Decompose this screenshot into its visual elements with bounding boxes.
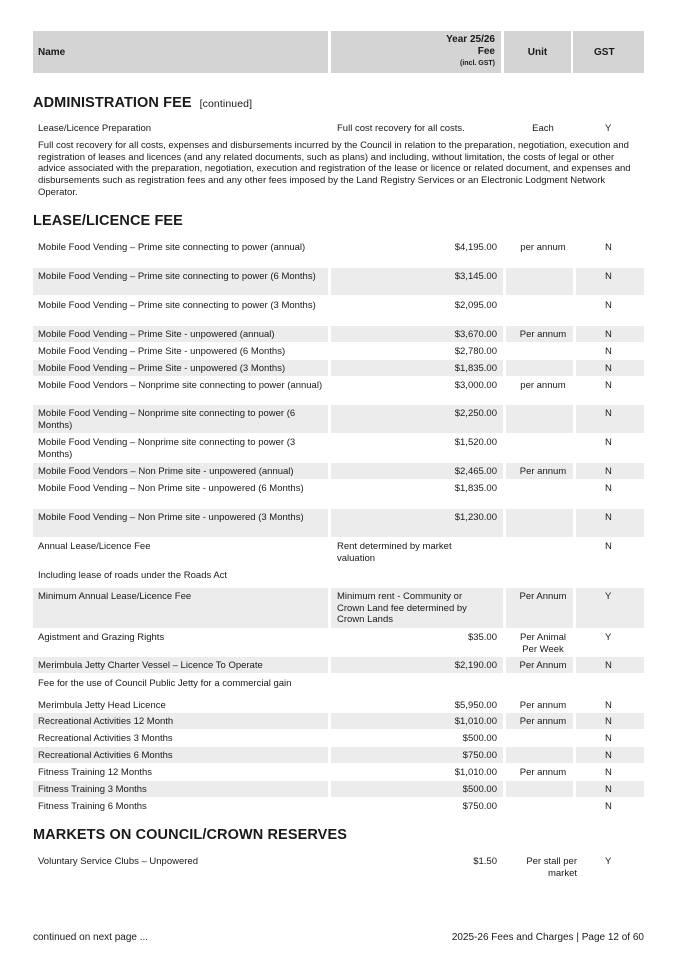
row-gst: N	[605, 437, 612, 448]
table-row	[33, 480, 644, 507]
header-fee-year: Year 25/26	[446, 34, 495, 45]
row-fee: $500.00	[462, 784, 497, 795]
row-name: Mobile Food Vending – Prime Site - unpowered (6 Months)	[38, 346, 286, 357]
row-name: Mobile Food Vending – Non Prime site - unpowered (6 Months)	[38, 483, 304, 494]
row-gst: Y	[605, 632, 612, 643]
table-row	[33, 747, 644, 763]
row-fee: $4,195.00	[454, 242, 497, 253]
row-gst: N	[605, 784, 612, 795]
row-unit: Per annum	[519, 767, 567, 778]
row-name: Merimbula Jetty Head Licence	[38, 700, 166, 711]
row-fee: $750.00	[462, 801, 497, 812]
row-gst: N	[605, 346, 612, 357]
row-name: Agistment and Grazing Rights	[38, 632, 165, 643]
row-note: Including lease of roads under the Roads Act	[38, 570, 228, 581]
row-gst: N	[605, 408, 612, 419]
row-name: Mobile Food Vending – Non Prime site - unpowered (3 Months)	[38, 512, 304, 523]
row-unit: Per annum	[519, 716, 567, 727]
row-gst: N	[605, 733, 612, 744]
row-gst: N	[605, 329, 612, 340]
row-note: Fee for the use of Council Public Jetty for a commercial gain	[38, 678, 292, 689]
row-gst: Y	[605, 591, 612, 602]
row-fee: $2,190.00	[454, 660, 497, 671]
table-row	[33, 697, 644, 713]
table-row	[33, 853, 644, 881]
row-name: Recreational Activities 6 Months	[38, 750, 173, 761]
row-fee: $5,950.00	[454, 700, 497, 711]
table-row	[33, 463, 644, 479]
row-gst: N	[605, 512, 612, 523]
section-title-lease-licence: LEASE/LICENCE FEE	[33, 213, 183, 229]
row-fee: $3,145.00	[454, 271, 497, 282]
table-row-note	[33, 567, 644, 583]
row-name: Voluntary Service Clubs – Unpowered	[38, 856, 199, 867]
table-row	[33, 405, 644, 433]
footer-page-info: 2025-26 Fees and Charges | Page 12 of 60	[451, 932, 644, 943]
row-fee: Rent determined by market valuation	[337, 541, 452, 564]
table-row	[33, 657, 644, 673]
row-name: Fitness Training 12 Months	[38, 767, 153, 778]
row-name: Mobile Food Vending – Nonprime site connecting to power (6 Months)	[38, 408, 296, 431]
table-row	[33, 588, 644, 628]
header-fee-gst-note: (incl. GST)	[460, 60, 495, 67]
table-row	[33, 326, 644, 342]
row-fee: $1.50	[473, 856, 497, 867]
table-row	[33, 781, 644, 797]
row-gst: N	[605, 767, 612, 778]
row-unit: Per annum	[519, 329, 567, 340]
row-gst: N	[605, 801, 612, 812]
section-title-text: ADMINISTRATION FEE	[33, 95, 192, 111]
table-row	[33, 120, 644, 136]
table-header	[33, 31, 644, 73]
row-gst: N	[605, 271, 612, 282]
row-gst: N	[605, 660, 612, 671]
row-name: Recreational Activities 3 Months	[38, 733, 173, 744]
row-name: Merimbula Jetty Charter Vessel – Licence To Operate	[38, 660, 263, 671]
table-row	[33, 730, 644, 746]
row-name: Fitness Training 3 Months	[38, 784, 147, 795]
table-row	[33, 239, 644, 266]
row-gst: N	[605, 242, 612, 253]
row-unit: Each	[532, 123, 554, 134]
row-gst: N	[605, 363, 612, 374]
header-unit: Unit	[504, 31, 571, 73]
row-unit: Per annum	[519, 700, 567, 711]
row-fee: $3,670.00	[454, 329, 497, 340]
row-gst: N	[605, 750, 612, 761]
row-fee: Full cost recovery for all costs.	[337, 123, 465, 134]
row-fee: $1,835.00	[454, 363, 497, 374]
row-name: Recreational Activities 12 Month	[38, 716, 174, 727]
row-unit: Per stall per market	[526, 856, 577, 879]
table-row	[33, 360, 644, 376]
header-name: Name	[33, 31, 328, 73]
row-unit: per annum	[520, 242, 566, 253]
header-fee	[331, 31, 501, 73]
row-fee: Minimum rent - Community or Crown Land fee determined by Crown Lands	[337, 591, 467, 625]
row-name: Annual Lease/Licence Fee	[38, 541, 151, 552]
row-name: Mobile Food Vendors – Non Prime site - unpowered (annual)	[38, 466, 294, 477]
row-name: Mobile Food Vending – Prime site connecting to power (3 Months)	[38, 300, 316, 311]
row-name: Mobile Food Vending – Prime site connecting to power (6 Months)	[38, 271, 316, 282]
row-unit: Per Annum	[519, 591, 567, 602]
table-row	[33, 764, 644, 780]
section-title-markets: MARKETS ON COUNCIL/CROWN RESERVES	[33, 827, 347, 843]
admin-description: Full cost recovery for all costs, expenses and disbursements incurred by the Council in relation to the preparation, negotiation, execution and registration of leases and licences (and any related documents, such as plans) and including, without limitation, the costs of legal or other advice associated with the preparation, negotiation, execution and registration of the lease or licence or related document, and expenses and disbursements such as registration fees and any other fees imposed by the Land Registry Services or an Electronic Lodgment Network Operator.	[38, 140, 631, 198]
row-unit: Per Annum	[519, 660, 567, 671]
row-fee: $2,465.00	[454, 466, 497, 477]
row-gst: N	[605, 716, 612, 727]
row-fee: $1,230.00	[454, 512, 497, 523]
row-fee: $2,780.00	[454, 346, 497, 357]
table-row	[33, 713, 644, 729]
row-fee: $35.00	[467, 632, 497, 643]
row-gst: N	[605, 541, 612, 552]
row-name: Mobile Food Vendors – Nonprime site connecting to power (annual)	[38, 380, 323, 391]
table-row	[33, 434, 644, 461]
table-row	[33, 509, 644, 537]
row-name: Mobile Food Vending – Prime Site - unpowered (3 Months)	[38, 363, 286, 374]
row-unit: Per Animal Per Week	[520, 632, 566, 655]
row-fee: $1,010.00	[454, 767, 497, 778]
header-fee-label: Fee	[477, 46, 495, 57]
table-row	[33, 798, 644, 814]
table-row	[33, 268, 644, 295]
row-name: Mobile Food Vending – Prime site connecting to power (annual)	[38, 242, 306, 253]
row-fee: $1,010.00	[454, 716, 497, 727]
row-name: Mobile Food Vending – Prime Site - unpowered (annual)	[38, 329, 275, 340]
row-fee: $500.00	[462, 733, 497, 744]
row-name: Fitness Training 6 Months	[38, 801, 147, 812]
row-gst: Y	[605, 856, 612, 867]
row-fee: $3,000.00	[454, 380, 497, 391]
row-fee: $1,835.00	[454, 483, 497, 494]
row-gst: N	[605, 300, 612, 311]
table-row-note	[33, 675, 644, 691]
row-name: Minimum Annual Lease/Licence Fee	[38, 591, 192, 602]
table-row	[33, 297, 644, 324]
row-unit: Per annum	[519, 466, 567, 477]
table-row	[33, 629, 644, 656]
row-gst: N	[605, 700, 612, 711]
table-row	[33, 377, 644, 404]
row-fee: $1,520.00	[454, 437, 497, 448]
footer-continued: continued on next page ...	[33, 932, 149, 943]
row-gst: Y	[605, 123, 612, 134]
row-fee: $2,250.00	[454, 408, 497, 419]
row-fee: $750.00	[462, 750, 497, 761]
row-gst: N	[605, 380, 612, 391]
section-title-administration	[33, 95, 252, 111]
row-name: Lease/Licence Preparation	[38, 123, 152, 134]
row-gst: N	[605, 483, 612, 494]
header-gst: GST	[573, 31, 644, 73]
row-name: Mobile Food Vending – Nonprime site connecting to power (3 Months)	[38, 437, 296, 460]
row-unit: per annum	[520, 380, 566, 391]
table-row	[33, 538, 644, 565]
continued-label: [continued]	[199, 98, 253, 110]
table-row	[33, 343, 644, 359]
row-fee: $2,095.00	[454, 300, 497, 311]
row-gst: N	[605, 466, 612, 477]
